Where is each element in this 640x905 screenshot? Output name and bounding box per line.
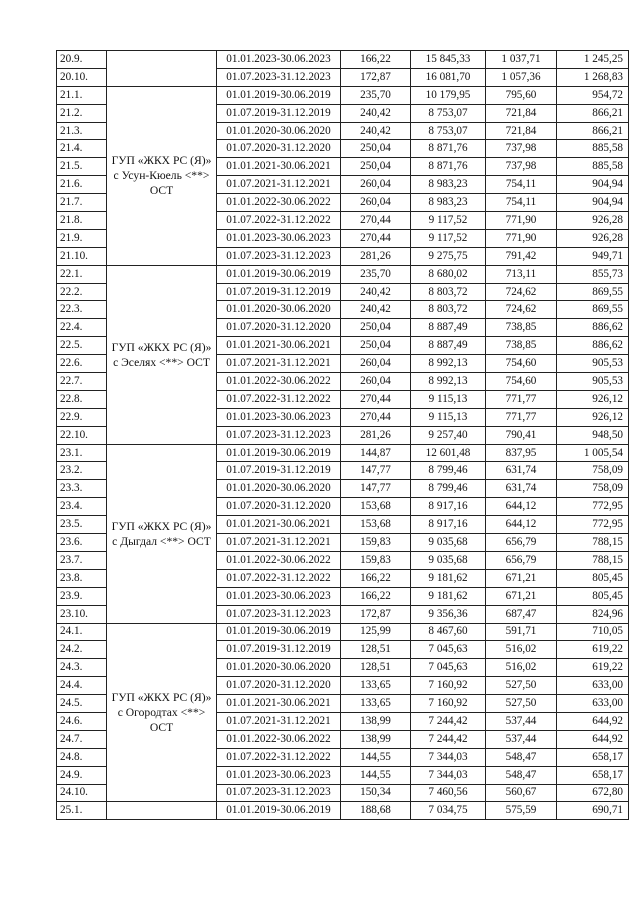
value-cell-1: 240,42 [341, 301, 411, 319]
table-row [57, 802, 629, 820]
period-cell: 01.01.2023-30.06.2023 [217, 229, 341, 247]
value-cell-3: 548,47 [486, 766, 557, 784]
value-cell-1: 250,04 [341, 319, 411, 337]
row-number: 24.7. [57, 730, 107, 748]
row-number: 21.5. [57, 158, 107, 176]
value-cell-3: 516,02 [486, 659, 557, 677]
row-number: 24.9. [57, 766, 107, 784]
value-cell-2: 8 917,16 [411, 498, 486, 516]
value-cell-1: 147,77 [341, 480, 411, 498]
value-cell-2: 8 887,49 [411, 319, 486, 337]
period-cell: 01.01.2021-30.06.2021 [217, 158, 341, 176]
period-cell: 01.07.2022-31.12.2022 [217, 212, 341, 230]
value-cell-2: 7 244,42 [411, 730, 486, 748]
value-cell-2: 9 181,62 [411, 569, 486, 587]
value-cell-3: 527,50 [486, 695, 557, 713]
period-cell: 01.07.2020-31.12.2020 [217, 140, 341, 158]
value-cell-3: 737,98 [486, 140, 557, 158]
tariff-table-body [57, 51, 629, 820]
value-cell-1: 270,44 [341, 229, 411, 247]
value-cell-4: 633,00 [557, 695, 629, 713]
row-number: 23.10. [57, 605, 107, 623]
value-cell-1: 144,55 [341, 748, 411, 766]
period-cell: 01.07.2019-31.12.2019 [217, 462, 341, 480]
period-cell: 01.07.2023-31.12.2023 [217, 605, 341, 623]
value-cell-3: 548,47 [486, 748, 557, 766]
value-cell-1: 260,04 [341, 355, 411, 373]
period-cell: 01.07.2021-31.12.2021 [217, 176, 341, 194]
value-cell-3: 837,95 [486, 444, 557, 462]
value-cell-4: 672,80 [557, 784, 629, 802]
value-cell-4: 619,22 [557, 659, 629, 677]
value-cell-2: 8 983,23 [411, 194, 486, 212]
table-row [57, 265, 629, 283]
value-cell-1: 166,22 [341, 51, 411, 69]
value-cell-3: 671,21 [486, 587, 557, 605]
value-cell-4: 949,71 [557, 247, 629, 265]
value-cell-2: 16 081,70 [411, 68, 486, 86]
period-cell: 01.07.2020-31.12.2020 [217, 319, 341, 337]
row-number: 21.7. [57, 194, 107, 212]
row-number: 23.5. [57, 516, 107, 534]
value-cell-1: 240,42 [341, 104, 411, 122]
value-cell-4: 633,00 [557, 677, 629, 695]
value-cell-3: 754,11 [486, 194, 557, 212]
value-cell-1: 128,51 [341, 641, 411, 659]
row-number: 22.6. [57, 355, 107, 373]
value-cell-2: 8 753,07 [411, 122, 486, 140]
value-cell-4: 954,72 [557, 86, 629, 104]
row-number: 24.10. [57, 784, 107, 802]
row-number: 22.1. [57, 265, 107, 283]
value-cell-1: 133,65 [341, 677, 411, 695]
value-cell-1: 166,22 [341, 569, 411, 587]
value-cell-2: 7 034,75 [411, 802, 486, 820]
value-cell-2: 8 992,13 [411, 355, 486, 373]
value-cell-4: 905,53 [557, 355, 629, 373]
table-row [57, 444, 629, 462]
row-number: 24.4. [57, 677, 107, 695]
value-cell-4: 772,95 [557, 516, 629, 534]
value-cell-1: 260,04 [341, 373, 411, 391]
value-cell-2: 9 275,75 [411, 247, 486, 265]
value-cell-4: 1 268,83 [557, 68, 629, 86]
value-cell-3: 724,62 [486, 283, 557, 301]
table-row [57, 86, 629, 104]
period-cell: 01.07.2019-31.12.2019 [217, 283, 341, 301]
period-cell: 01.01.2023-30.06.2023 [217, 51, 341, 69]
value-cell-2: 7 344,03 [411, 766, 486, 784]
value-cell-3: 771,77 [486, 390, 557, 408]
value-cell-2: 7 344,03 [411, 748, 486, 766]
row-number: 22.3. [57, 301, 107, 319]
row-number: 21.6. [57, 176, 107, 194]
value-cell-3: 644,12 [486, 516, 557, 534]
row-number: 21.4. [57, 140, 107, 158]
value-cell-2: 8 992,13 [411, 373, 486, 391]
organization-cell [107, 802, 217, 820]
row-number: 22.5. [57, 337, 107, 355]
value-cell-2: 9 117,52 [411, 212, 486, 230]
value-cell-3: 754,11 [486, 176, 557, 194]
value-cell-2: 9 257,40 [411, 426, 486, 444]
row-number: 23.3. [57, 480, 107, 498]
value-cell-1: 235,70 [341, 265, 411, 283]
value-cell-4: 805,45 [557, 587, 629, 605]
value-cell-1: 153,68 [341, 516, 411, 534]
value-cell-4: 885,58 [557, 140, 629, 158]
value-cell-3: 537,44 [486, 712, 557, 730]
period-cell: 01.01.2019-30.06.2019 [217, 623, 341, 641]
period-cell: 01.07.2022-31.12.2022 [217, 569, 341, 587]
row-number: 22.7. [57, 373, 107, 391]
value-cell-3: 771,90 [486, 212, 557, 230]
row-number: 22.8. [57, 390, 107, 408]
value-cell-1: 125,99 [341, 623, 411, 641]
period-cell: 01.07.2023-31.12.2023 [217, 247, 341, 265]
row-number: 23.4. [57, 498, 107, 516]
value-cell-3: 575,59 [486, 802, 557, 820]
period-cell: 01.01.2022-30.06.2022 [217, 373, 341, 391]
value-cell-3: 516,02 [486, 641, 557, 659]
period-cell: 01.01.2020-30.06.2020 [217, 301, 341, 319]
value-cell-2: 7 460,56 [411, 784, 486, 802]
value-cell-1: 270,44 [341, 408, 411, 426]
value-cell-1: 133,65 [341, 695, 411, 713]
value-cell-2: 9 115,13 [411, 408, 486, 426]
period-cell: 01.07.2019-31.12.2019 [217, 641, 341, 659]
value-cell-1: 270,44 [341, 390, 411, 408]
value-cell-2: 9 035,68 [411, 534, 486, 552]
period-cell: 01.07.2020-31.12.2020 [217, 498, 341, 516]
row-number: 24.3. [57, 659, 107, 677]
value-cell-1: 240,42 [341, 122, 411, 140]
value-cell-2: 8 753,07 [411, 104, 486, 122]
value-cell-2: 8 680,02 [411, 265, 486, 283]
value-cell-1: 138,99 [341, 712, 411, 730]
value-cell-4: 644,92 [557, 712, 629, 730]
value-cell-3: 795,60 [486, 86, 557, 104]
period-cell: 01.07.2021-31.12.2021 [217, 534, 341, 552]
value-cell-1: 144,55 [341, 766, 411, 784]
row-number: 23.1. [57, 444, 107, 462]
value-cell-3: 754,60 [486, 355, 557, 373]
value-cell-4: 905,53 [557, 373, 629, 391]
value-cell-2: 9 035,68 [411, 551, 486, 569]
value-cell-1: 159,83 [341, 534, 411, 552]
row-number: 22.2. [57, 283, 107, 301]
value-cell-2: 8 467,60 [411, 623, 486, 641]
period-cell: 01.07.2020-31.12.2020 [217, 677, 341, 695]
period-cell: 01.01.2022-30.06.2022 [217, 551, 341, 569]
period-cell: 01.01.2020-30.06.2020 [217, 122, 341, 140]
period-cell: 01.01.2019-30.06.2019 [217, 802, 341, 820]
value-cell-4: 866,21 [557, 104, 629, 122]
value-cell-4: 805,45 [557, 569, 629, 587]
value-cell-4: 869,55 [557, 283, 629, 301]
value-cell-4: 772,95 [557, 498, 629, 516]
value-cell-1: 153,68 [341, 498, 411, 516]
value-cell-3: 737,98 [486, 158, 557, 176]
period-cell: 01.01.2019-30.06.2019 [217, 265, 341, 283]
value-cell-4: 855,73 [557, 265, 629, 283]
value-cell-1: 138,99 [341, 730, 411, 748]
value-cell-2: 8 803,72 [411, 283, 486, 301]
period-cell: 01.01.2022-30.06.2022 [217, 194, 341, 212]
value-cell-4: 926,12 [557, 390, 629, 408]
row-number: 23.8. [57, 569, 107, 587]
period-cell: 01.07.2021-31.12.2021 [217, 355, 341, 373]
value-cell-2: 9 356,36 [411, 605, 486, 623]
row-number: 21.8. [57, 212, 107, 230]
value-cell-3: 1 057,36 [486, 68, 557, 86]
value-cell-2: 8 799,46 [411, 462, 486, 480]
row-number: 21.10. [57, 247, 107, 265]
row-number: 23.6. [57, 534, 107, 552]
value-cell-1: 159,83 [341, 551, 411, 569]
value-cell-1: 188,68 [341, 802, 411, 820]
value-cell-2: 9 115,13 [411, 390, 486, 408]
value-cell-4: 948,50 [557, 426, 629, 444]
value-cell-1: 270,44 [341, 212, 411, 230]
row-number: 24.6. [57, 712, 107, 730]
period-cell: 01.01.2020-30.06.2020 [217, 659, 341, 677]
value-cell-2: 7 045,63 [411, 659, 486, 677]
period-cell: 01.07.2023-31.12.2023 [217, 784, 341, 802]
row-number: 24.2. [57, 641, 107, 659]
value-cell-3: 721,84 [486, 104, 557, 122]
row-number: 23.9. [57, 587, 107, 605]
value-cell-4: 658,17 [557, 748, 629, 766]
row-number: 24.8. [57, 748, 107, 766]
value-cell-3: 537,44 [486, 730, 557, 748]
value-cell-2: 8 871,76 [411, 158, 486, 176]
value-cell-3: 631,74 [486, 462, 557, 480]
value-cell-4: 926,28 [557, 212, 629, 230]
value-cell-2: 8 799,46 [411, 480, 486, 498]
value-cell-4: 866,21 [557, 122, 629, 140]
row-number: 25.1. [57, 802, 107, 820]
row-number: 21.1. [57, 86, 107, 104]
value-cell-3: 560,67 [486, 784, 557, 802]
value-cell-4: 886,62 [557, 337, 629, 355]
period-cell: 01.01.2023-30.06.2023 [217, 766, 341, 784]
period-cell: 01.07.2023-31.12.2023 [217, 426, 341, 444]
organization-cell: ГУП «ЖКХ РС (Я)» с Огородтах <**> ОСТ [107, 623, 217, 802]
value-cell-3: 671,21 [486, 569, 557, 587]
value-cell-2: 7 045,63 [411, 641, 486, 659]
value-cell-3: 721,84 [486, 122, 557, 140]
tariff-table [56, 50, 629, 820]
value-cell-4: 904,94 [557, 176, 629, 194]
value-cell-1: 172,87 [341, 68, 411, 86]
row-number: 24.5. [57, 695, 107, 713]
value-cell-4: 926,12 [557, 408, 629, 426]
organization-cell: ГУП «ЖКХ РС (Я)» с Усун-Кюель <**> ОСТ [107, 86, 217, 265]
table-row [57, 51, 629, 69]
value-cell-4: 619,22 [557, 641, 629, 659]
period-cell: 01.01.2020-30.06.2020 [217, 480, 341, 498]
period-cell: 01.01.2021-30.06.2021 [217, 516, 341, 534]
table-row [57, 623, 629, 641]
row-number: 21.3. [57, 122, 107, 140]
value-cell-2: 7 160,92 [411, 695, 486, 713]
value-cell-1: 150,34 [341, 784, 411, 802]
value-cell-2: 9 117,52 [411, 229, 486, 247]
period-cell: 01.07.2022-31.12.2022 [217, 390, 341, 408]
value-cell-4: 644,92 [557, 730, 629, 748]
value-cell-4: 824,96 [557, 605, 629, 623]
value-cell-4: 869,55 [557, 301, 629, 319]
value-cell-4: 758,09 [557, 480, 629, 498]
value-cell-3: 631,74 [486, 480, 557, 498]
value-cell-2: 8 917,16 [411, 516, 486, 534]
value-cell-3: 738,85 [486, 319, 557, 337]
value-cell-2: 8 871,76 [411, 140, 486, 158]
value-cell-1: 250,04 [341, 158, 411, 176]
value-cell-3: 790,41 [486, 426, 557, 444]
value-cell-1: 240,42 [341, 283, 411, 301]
value-cell-2: 8 983,23 [411, 176, 486, 194]
value-cell-3: 713,11 [486, 265, 557, 283]
row-number: 20.10. [57, 68, 107, 86]
organization-cell: ГУП «ЖКХ РС (Я)» с Дыгдал <**> ОСТ [107, 444, 217, 623]
value-cell-2: 7 160,92 [411, 677, 486, 695]
period-cell: 01.07.2019-31.12.2019 [217, 104, 341, 122]
row-number: 23.7. [57, 551, 107, 569]
value-cell-1: 260,04 [341, 194, 411, 212]
value-cell-4: 658,17 [557, 766, 629, 784]
period-cell: 01.01.2019-30.06.2019 [217, 444, 341, 462]
row-number: 22.9. [57, 408, 107, 426]
value-cell-3: 1 037,71 [486, 51, 557, 69]
row-number: 20.9. [57, 51, 107, 69]
row-number: 21.9. [57, 229, 107, 247]
value-cell-4: 710,05 [557, 623, 629, 641]
value-cell-3: 771,77 [486, 408, 557, 426]
value-cell-2: 7 244,42 [411, 712, 486, 730]
value-cell-4: 885,58 [557, 158, 629, 176]
value-cell-4: 788,15 [557, 534, 629, 552]
row-number: 24.1. [57, 623, 107, 641]
value-cell-3: 771,90 [486, 229, 557, 247]
value-cell-3: 656,79 [486, 551, 557, 569]
period-cell: 01.01.2021-30.06.2021 [217, 695, 341, 713]
period-cell: 01.01.2022-30.06.2022 [217, 730, 341, 748]
period-cell: 01.01.2023-30.06.2023 [217, 408, 341, 426]
value-cell-3: 644,12 [486, 498, 557, 516]
row-number: 21.2. [57, 104, 107, 122]
row-number: 22.4. [57, 319, 107, 337]
period-cell: 01.07.2021-31.12.2021 [217, 712, 341, 730]
organization-cell: ГУП «ЖКХ РС (Я)» с Эселях <**> ОСТ [107, 265, 217, 444]
period-cell: 01.07.2022-31.12.2022 [217, 748, 341, 766]
value-cell-2: 9 181,62 [411, 587, 486, 605]
value-cell-4: 926,28 [557, 229, 629, 247]
value-cell-2: 10 179,95 [411, 86, 486, 104]
value-cell-4: 1 245,25 [557, 51, 629, 69]
period-cell: 01.01.2023-30.06.2023 [217, 587, 341, 605]
value-cell-1: 166,22 [341, 587, 411, 605]
value-cell-1: 144,87 [341, 444, 411, 462]
value-cell-4: 758,09 [557, 462, 629, 480]
value-cell-3: 754,60 [486, 373, 557, 391]
value-cell-3: 687,47 [486, 605, 557, 623]
value-cell-4: 690,71 [557, 802, 629, 820]
value-cell-1: 250,04 [341, 140, 411, 158]
value-cell-3: 724,62 [486, 301, 557, 319]
value-cell-3: 656,79 [486, 534, 557, 552]
value-cell-2: 12 601,48 [411, 444, 486, 462]
value-cell-2: 8 803,72 [411, 301, 486, 319]
value-cell-1: 172,87 [341, 605, 411, 623]
value-cell-2: 15 845,33 [411, 51, 486, 69]
value-cell-4: 1 005,54 [557, 444, 629, 462]
value-cell-1: 235,70 [341, 86, 411, 104]
value-cell-1: 281,26 [341, 247, 411, 265]
value-cell-1: 128,51 [341, 659, 411, 677]
value-cell-3: 738,85 [486, 337, 557, 355]
period-cell: 01.07.2023-31.12.2023 [217, 68, 341, 86]
value-cell-4: 886,62 [557, 319, 629, 337]
value-cell-2: 8 887,49 [411, 337, 486, 355]
value-cell-4: 904,94 [557, 194, 629, 212]
row-number: 23.2. [57, 462, 107, 480]
value-cell-3: 791,42 [486, 247, 557, 265]
value-cell-3: 591,71 [486, 623, 557, 641]
value-cell-1: 147,77 [341, 462, 411, 480]
value-cell-1: 260,04 [341, 176, 411, 194]
value-cell-3: 527,50 [486, 677, 557, 695]
value-cell-1: 250,04 [341, 337, 411, 355]
period-cell: 01.01.2019-30.06.2019 [217, 86, 341, 104]
value-cell-1: 281,26 [341, 426, 411, 444]
period-cell: 01.01.2021-30.06.2021 [217, 337, 341, 355]
organization-cell [107, 51, 217, 87]
row-number: 22.10. [57, 426, 107, 444]
value-cell-4: 788,15 [557, 551, 629, 569]
